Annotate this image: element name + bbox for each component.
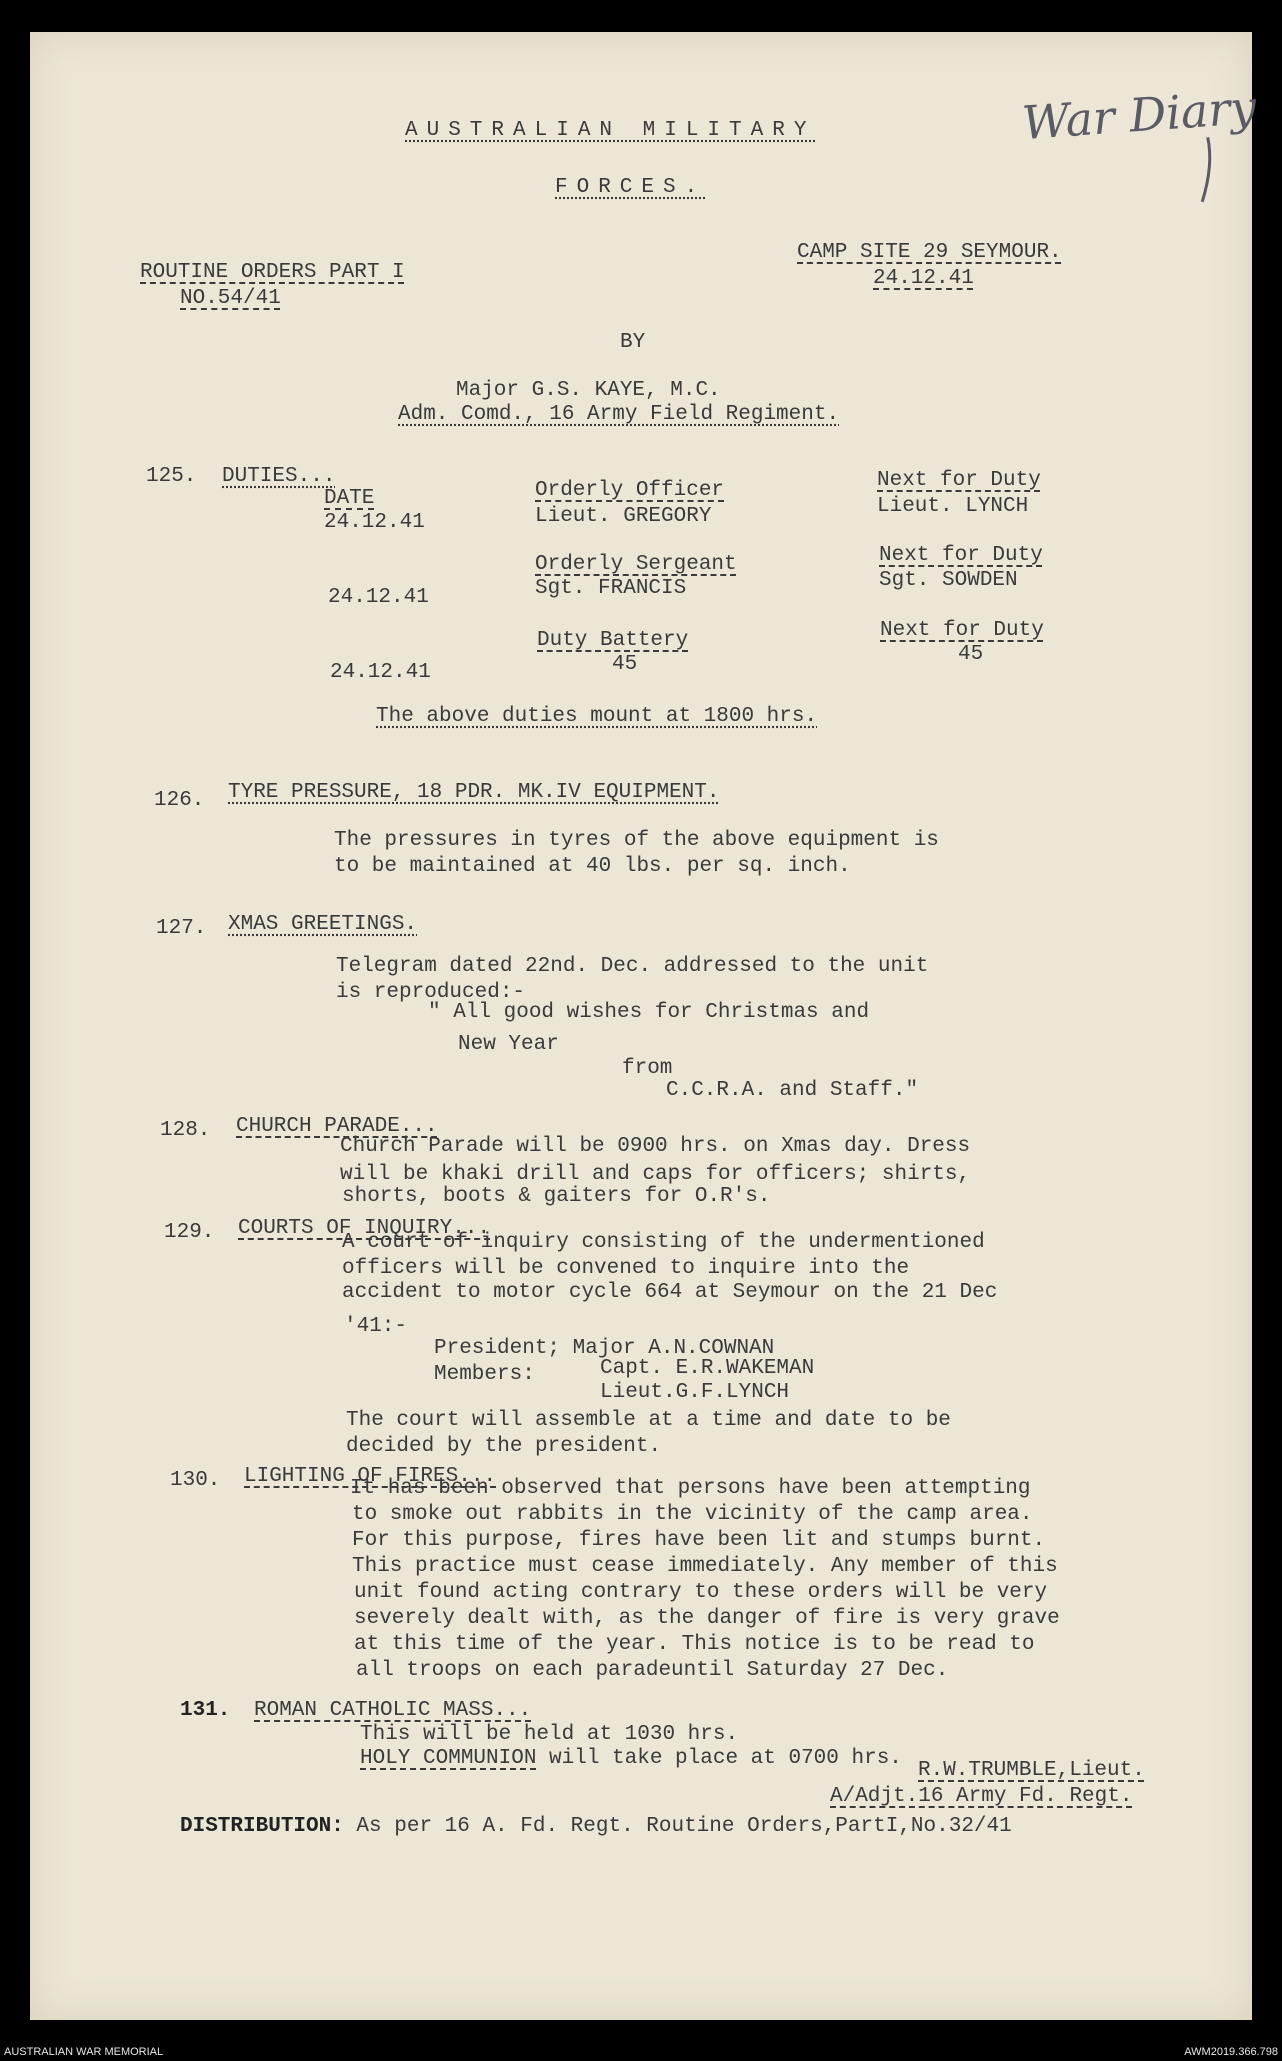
mass-heading: ROMAN CATHOLIC MASS... xyxy=(254,1699,532,1722)
header-date: 24.12.41 xyxy=(873,267,974,290)
mass-number: 131. xyxy=(180,1699,231,1722)
duties-heading: DUTIES... xyxy=(222,465,336,488)
xmas-heading: XMAS GREETINGS. xyxy=(228,913,418,936)
fires-line: This practice must cease immediately. Any member of this xyxy=(352,1555,1058,1578)
courts-line: '41:- xyxy=(344,1315,408,1338)
church-line: shorts, boots & gaiters for O.R's. xyxy=(342,1185,771,1208)
signature-name: R.W.TRUMBLE,Lieut. xyxy=(918,1759,1145,1782)
xmas-line: is reproduced:- xyxy=(336,981,526,1004)
next-duty-name: Lieut. LYNCH xyxy=(877,495,1029,518)
courts-closing: The court will assemble at a time and date to be xyxy=(346,1409,951,1432)
footer-credit: AUSTRALIAN WAR MEMORIAL xyxy=(4,2046,164,2058)
fires-line: at this time of the year. This notice is to be read to xyxy=(354,1633,1035,1656)
courts-heading: COURTS OF INQUIRY... xyxy=(238,1217,491,1240)
duty-name: 45 xyxy=(612,653,638,676)
signature-title: A/Adjt.16 Army Fd. Regt. xyxy=(830,1785,1133,1808)
routine-orders-label: ROUTINE ORDERS PART I xyxy=(140,261,405,284)
distribution-label: DISTRIBUTION: xyxy=(180,1815,344,1838)
duty-name: Sgt. FRANCIS xyxy=(535,577,687,600)
court-member: Lieut.G.F.LYNCH xyxy=(600,1381,790,1404)
duty-role: Orderly Officer xyxy=(535,479,725,502)
tyre-line: The pressures in tyres of the above equipment is xyxy=(334,829,939,852)
duty-name: Lieut. GREGORY xyxy=(535,505,712,528)
courts-line: A court of inquiry consisting of the undermentioned xyxy=(342,1231,985,1254)
mass-line-rest: will take place at 0700 hrs. xyxy=(536,1747,902,1770)
next-duty-label: Next for Duty xyxy=(880,619,1044,642)
church-number: 128. xyxy=(160,1119,211,1142)
title-line-1: AUSTRALIAN MILITARY xyxy=(405,119,816,142)
distribution-text: As per 16 A. Fd. Regt. Routine Orders,PartI,No.32/41 xyxy=(343,1815,1012,1838)
church-line: will be khaki drill and caps for officers; shirts, xyxy=(340,1163,971,1186)
camp-site: CAMP SITE 29 SEYMOUR. xyxy=(797,241,1062,264)
courts-closing: decided by the president. xyxy=(346,1435,662,1458)
xmas-line: Telegram dated 22nd. Dec. addressed to the unit xyxy=(336,955,929,978)
fires-heading: LIGHTING OF FIRES... xyxy=(244,1465,497,1488)
church-line: Church Parade will be 0900 hrs. on Xmas day. Dress xyxy=(340,1135,971,1158)
courts-line: officers will be convened to inquire into the xyxy=(342,1257,910,1280)
duty-role: Orderly Sergeant xyxy=(535,553,737,576)
fires-line: all troops on each paradeuntil Saturday 27 Dec. xyxy=(356,1659,949,1682)
fires-line: to smoke out rabbits in the vicinity of the camp area. xyxy=(352,1503,1033,1526)
fires-line: unit found acting contrary to these orders will be very xyxy=(354,1581,1048,1604)
title-line-2: FORCES. xyxy=(555,176,707,199)
xmas-number: 127. xyxy=(156,917,207,940)
tyre-number: 126. xyxy=(154,789,205,812)
annotation-text: War Diary xyxy=(1020,79,1258,151)
duty-date: 24.12.41 xyxy=(324,511,425,534)
xmas-quote: New Year xyxy=(458,1033,559,1056)
by-label: BY xyxy=(620,331,646,354)
officer-name: Major G.S. KAYE, M.C. xyxy=(456,379,721,402)
xmas-sender: C.C.R.A. and Staff." xyxy=(666,1079,919,1102)
footer-accession: AWM2019.366.798 xyxy=(1184,2046,1278,2058)
courts-line: accident to motor cycle 664 at Seymour on the 21 Dec xyxy=(342,1281,998,1304)
fires-line: It has been observed that persons have been attempting xyxy=(350,1477,1031,1500)
holy-communion: HOLY COMMUNION xyxy=(360,1747,537,1770)
officer-position: Adm. Comd., 16 Army Field Regiment. xyxy=(398,403,840,426)
next-duty-name: 45 xyxy=(958,643,984,666)
distribution-line xyxy=(180,1816,1012,1837)
tyre-line: to be maintained at 40 lbs. per sq. inch. xyxy=(334,855,851,878)
court-members-label: Members: xyxy=(434,1363,535,1386)
courts-number: 129. xyxy=(164,1221,215,1244)
next-duty-name: Sgt. SOWDEN xyxy=(879,569,1018,592)
duty-date: 24.12.41 xyxy=(330,661,431,684)
tyre-heading: TYRE PRESSURE, 18 PDR. MK.IV EQUIPMENT. xyxy=(228,781,720,804)
next-duty-label: Next for Duty xyxy=(877,469,1041,492)
court-member: Capt. E.R.WAKEMAN xyxy=(600,1357,815,1380)
mass-line: This will be held at 1030 hrs. xyxy=(360,1723,739,1746)
fires-number: 130. xyxy=(170,1469,221,1492)
fires-line: For this purpose, fires have been lit and stumps burnt. xyxy=(352,1529,1046,1552)
fires-line: severely dealt with, as the danger of fire is very grave xyxy=(354,1607,1060,1630)
date-label: DATE xyxy=(324,487,375,510)
duty-date: 24.12.41 xyxy=(328,586,429,609)
church-heading: CHURCH PARADE... xyxy=(236,1115,438,1138)
orders-number: NO.54/41 xyxy=(180,287,281,310)
xmas-from: from xyxy=(622,1057,673,1080)
duties-number: 125. xyxy=(146,465,197,488)
duties-mount-note: The above duties mount at 1800 hrs. xyxy=(376,705,818,728)
duty-role: Duty Battery xyxy=(537,629,689,652)
court-president: President; Major A.N.COWNAN xyxy=(434,1337,775,1360)
next-duty-label: Next for Duty xyxy=(879,544,1043,567)
mass-line xyxy=(360,1748,902,1769)
xmas-quote: " All good wishes for Christmas and xyxy=(428,1001,870,1024)
